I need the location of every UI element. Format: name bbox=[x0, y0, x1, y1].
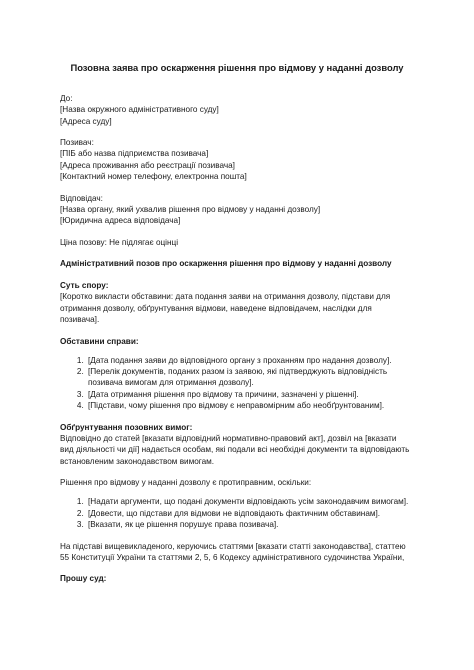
grounds-section bbox=[60, 422, 412, 467]
to-section bbox=[60, 93, 412, 127]
dispute-heading: Суть спору: bbox=[60, 281, 109, 291]
list-item: 2. [Перелік документів, поданих разом із заявою, які підтверджують відповідність позивача вимогам для отримання дозволу]. bbox=[86, 366, 412, 389]
court-address: [Адреса суду] bbox=[60, 116, 112, 126]
basis-text: На підставі вищевикладеного, керуючись статтями [вказати статті законодавства], статтею 55 Конституції України та статтями 2, 5, 6 Кодексу адміністративного судочинства України, bbox=[60, 541, 406, 562]
main-heading-text: Адміністративний позов про оскарження рішення про відмову у наданні дозволу bbox=[60, 259, 392, 269]
claim-price bbox=[60, 237, 412, 248]
plaintiff-label: Позивач: bbox=[60, 138, 94, 148]
plaintiff-name: [ПІБ або назва підприємства позивача] bbox=[60, 149, 209, 159]
main-heading bbox=[60, 258, 412, 269]
grounds-heading: Обґрунтування позовних вимог: bbox=[60, 422, 193, 432]
list-item: 2. [Довести, що підстави для відмови не відповідають фактичним обставинам]. bbox=[86, 508, 412, 519]
defendant-address: [Юридична адреса відповідача] bbox=[60, 216, 181, 226]
ask-section bbox=[60, 573, 412, 584]
unlawful-section bbox=[60, 477, 412, 530]
grounds-text: Відповідно до статей [вказати відповідний нормативно-правовий акт], дозвіл на [вказати вид діяльності чи дії] надається особам, які подали всі необхідні документи та відповідають встановленим законодавством вимогам. bbox=[60, 433, 410, 466]
dispute-section bbox=[60, 280, 412, 325]
basis-section bbox=[60, 541, 412, 564]
circumstances-section bbox=[60, 336, 412, 412]
defendant-section bbox=[60, 193, 412, 227]
document-body bbox=[60, 93, 412, 595]
plaintiff-section bbox=[60, 137, 412, 182]
list-item: 3. [Дата отримання рішення про відмову та причини, зазначені у рішенні]. bbox=[86, 389, 412, 400]
circumstances-list bbox=[60, 355, 412, 411]
plaintiff-address: [Адреса проживання або реєстрації позивача] bbox=[60, 160, 235, 170]
claim-price-text: Ціна позову: Не підлягає оцінці bbox=[60, 237, 179, 247]
list-item: 1. [Надати аргументи, що подані документи відповідають усім законодавчим вимогам]. bbox=[86, 496, 412, 507]
to-label: До: bbox=[60, 94, 73, 103]
document-title: Позовна заява про оскарження рішення про відмову у наданні дозволу bbox=[70, 62, 404, 73]
circumstances-heading: Обставини справи: bbox=[60, 336, 139, 346]
list-item: 4. [Підстави, чому рішення про відмову є неправомірним або необґрунтованим]. bbox=[86, 400, 412, 411]
list-item: 3. [Вказати, як це рішення порушує права позивача]. bbox=[86, 519, 412, 530]
plaintiff-contacts: [Контактний номер телефону, електронна пошта] bbox=[60, 172, 247, 182]
dispute-text: [Коротко викласти обставини: дата подання заяви на отримання дозволу, підстави для отримання дозволу, обґрунтування відмови, наведене відповідачем, наслідки для позивача]. bbox=[60, 292, 391, 324]
ask-heading: Прошу суд: bbox=[60, 574, 107, 584]
defendant-label: Відповідач: bbox=[60, 193, 103, 203]
unlawful-intro: Рішення про відмову у наданні дозволу є протиправним, оскільки: bbox=[60, 478, 312, 488]
list-item: 1. [Дата подання заяви до відповідного органу з проханням про надання дозволу]. bbox=[86, 355, 412, 366]
defendant-name: [Назва органу, який ухвалив рішення про відмову у наданні дозволу] bbox=[60, 204, 321, 214]
court-name: [Назва окружного адміністративного суду] bbox=[60, 105, 219, 115]
unlawful-list bbox=[60, 496, 412, 530]
